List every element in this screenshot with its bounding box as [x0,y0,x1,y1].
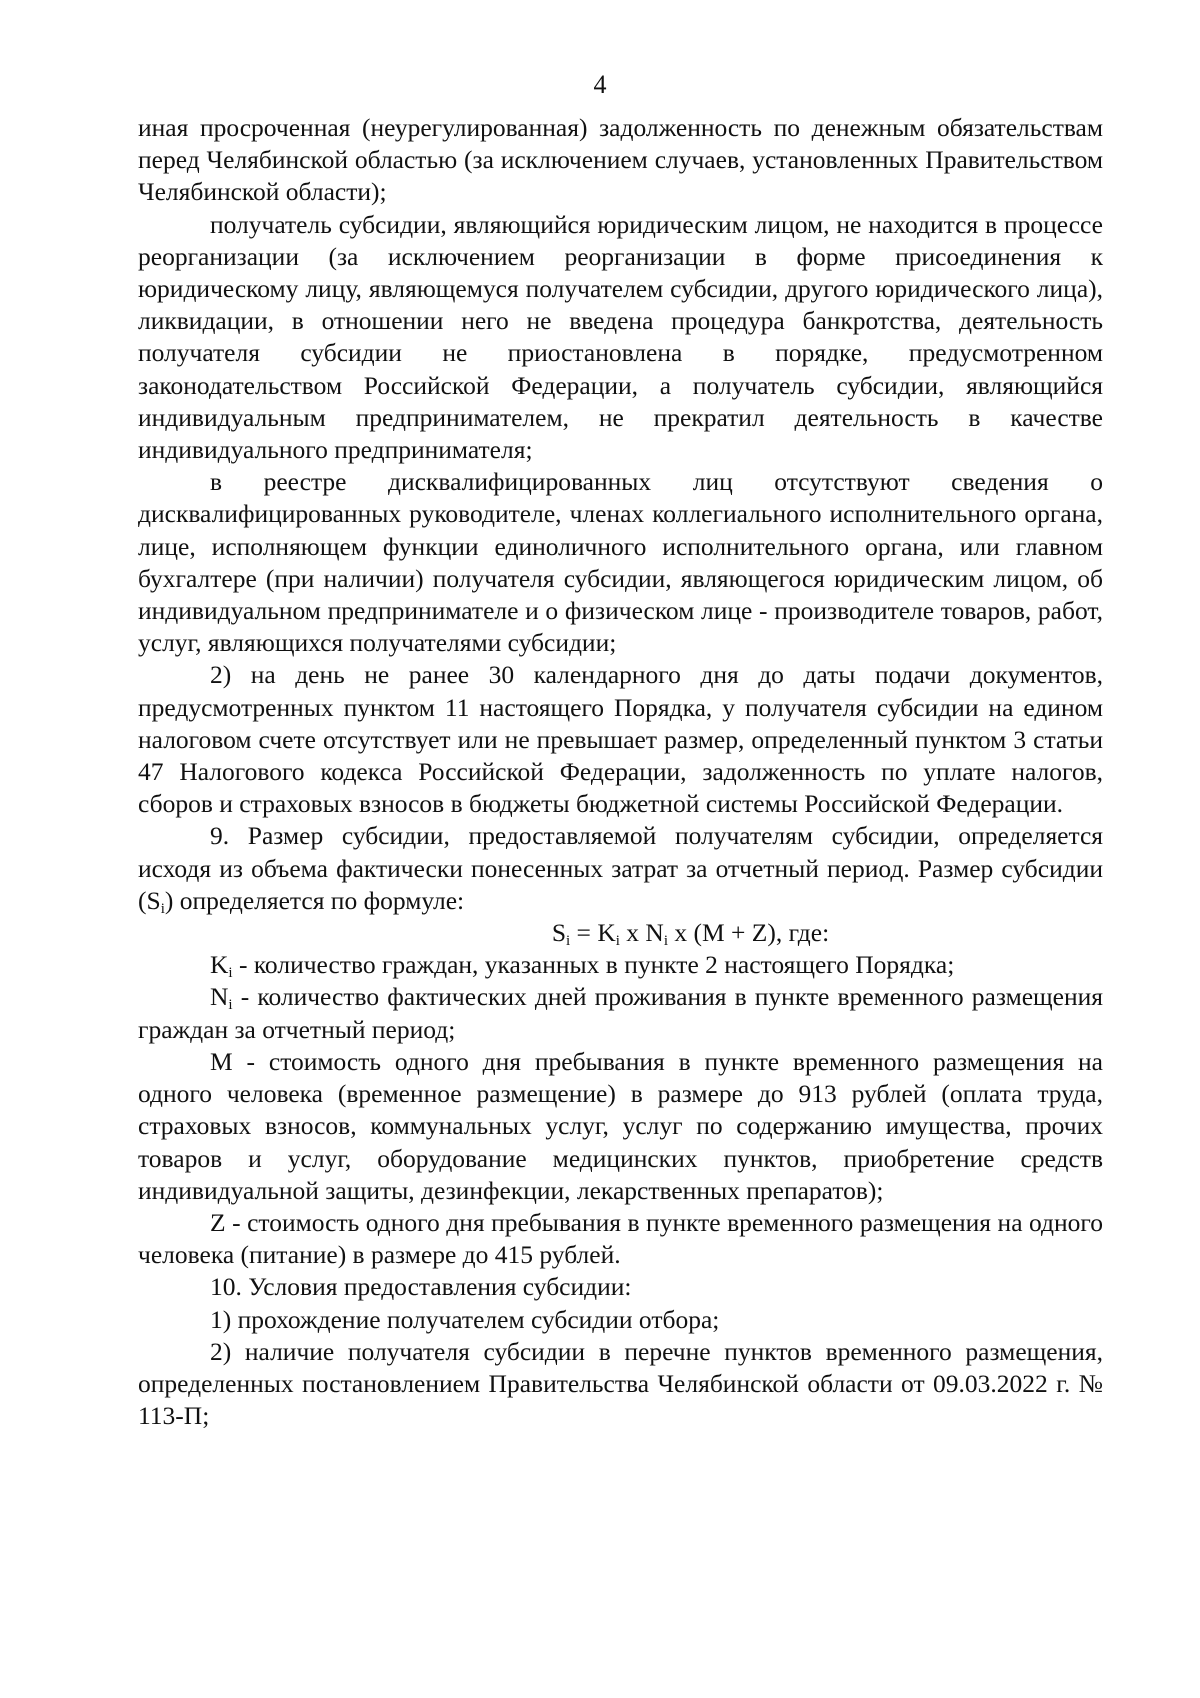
definition-n-subscript: i [228,997,233,1014]
formula-n: N [645,918,664,948]
definition-k [138,949,1103,981]
definition-n-text: - количество фактических дней проживания в пункте временного размещения граждан за отчетный период; [138,982,1103,1044]
subsidy-formula [138,917,1103,949]
subsidy-size-text: 9. Размер субсидии, предоставляемой получателям субсидии, определяется исходя из объема фактически понесенных затрат за отчетный период. Размер субсидии (S [138,821,1103,915]
paragraph-disqualified-registry: в реестре дисквалифицированных лиц отсутствуют сведения о дисквалифицированных руководителе, членах коллегиального исполнительного органа, лице, исполняющем функции единоличного исполнительного органа, или главном бухгалтере (при наличии) получателя субсидии, являющегося юридическим лицом, об индивидуальном предпринимателе и о физическом лице - производителе товаров, работ, услуг, являющихся получателями субсидии; [138,467,1103,658]
paragraph-subsidy-size [138,820,1103,917]
formula-s: S [551,918,566,948]
formula-k-subscript: i [615,933,620,950]
definition-k-text: - количество граждан, указанных в пункте 2 настоящего Порядка; [232,950,955,980]
section-10-item-1: 1) прохождение получателем субсидии отбора; [210,1304,720,1334]
formula-times: x [619,918,646,948]
formula-k: K [597,918,616,948]
formula-rest: x (M + Z), где: [668,918,830,948]
document-body [138,112,1103,1432]
paragraph-tax-debt: 2) на день не ранее 30 календарного дня до даты подачи документов, предусмотренных пунктом 11 настоящего Порядка, у получателя субсидии на едином налоговом счете отсутствует или не превышает размер, определенный пунктом 3 статьи 47 Налогового кодекса Российской Федерации, задолженность по уплате налогов, сборов и страховых взносов в бюджеты бюджетной системы Российской Федерации. [138,660,1103,819]
paragraph-reorganization: получатель субсидии, являющийся юридическим лицом, не находится в процессе реорганизации (за исключением реорганизации в форме присоединения к юридическому лицу, являющемуся получателем субсидии, другого юридического лица), ликвидации, в отношении него не введена процедура банкротства, деятельность получателя субсидии не приостановлена в порядке, предусмотренном законодательством Российской Федерации, а получатель субсидии, являющийся индивидуальным предпринимателем, не прекратил деятельность в качестве индивидуального предпринимателя; [138,209,1103,465]
paragraph-overdue-debt: иная просроченная (неурегулированная) задолженность по денежным обязательствам перед Челябинской областью (за исключением случаев, установленных Правительством Челябинской области); [138,113,1103,207]
definition-k-symbol: K [210,950,229,980]
definition-m: M - стоимость одного дня пребывания в пункте временного размещения на одного человека (временное размещение) в размере до 913 рублей (оплата труда, страховых взносов, коммунальных услуг, услуг по содержанию имущества, прочих товаров и услуг, оборудование медицинских пунктов, приобретение средств индивидуальной защиты, дезинфекции, лекарственных препаратов); [138,1046,1103,1205]
subsidy-size-tail: ) определяется по формуле: [164,885,465,915]
subscript-i: i [160,900,165,917]
formula-s-subscript: i [566,933,571,950]
section-10-item-2: 2) наличие получателя субсидии в перечне пунктов временного размещения, определенных постановлением Правительства Челябинской области от 09.03.2022 г. № 113-П; [138,1336,1103,1431]
section-10-heading: 10. Условия предоставления субсидии: [210,1272,632,1302]
formula-equals: = [570,918,598,948]
definition-z: Z - стоимость одного дня пребывания в пункте временного размещения на одного человека (питание) в размере до 415 рублей. [138,1207,1103,1270]
definition-k-subscript: i [228,965,233,982]
formula-n-subscript: i [663,933,668,950]
definition-n [138,981,1103,1045]
definition-n-symbol: N [210,982,229,1012]
page-number: 4 [593,70,607,99]
